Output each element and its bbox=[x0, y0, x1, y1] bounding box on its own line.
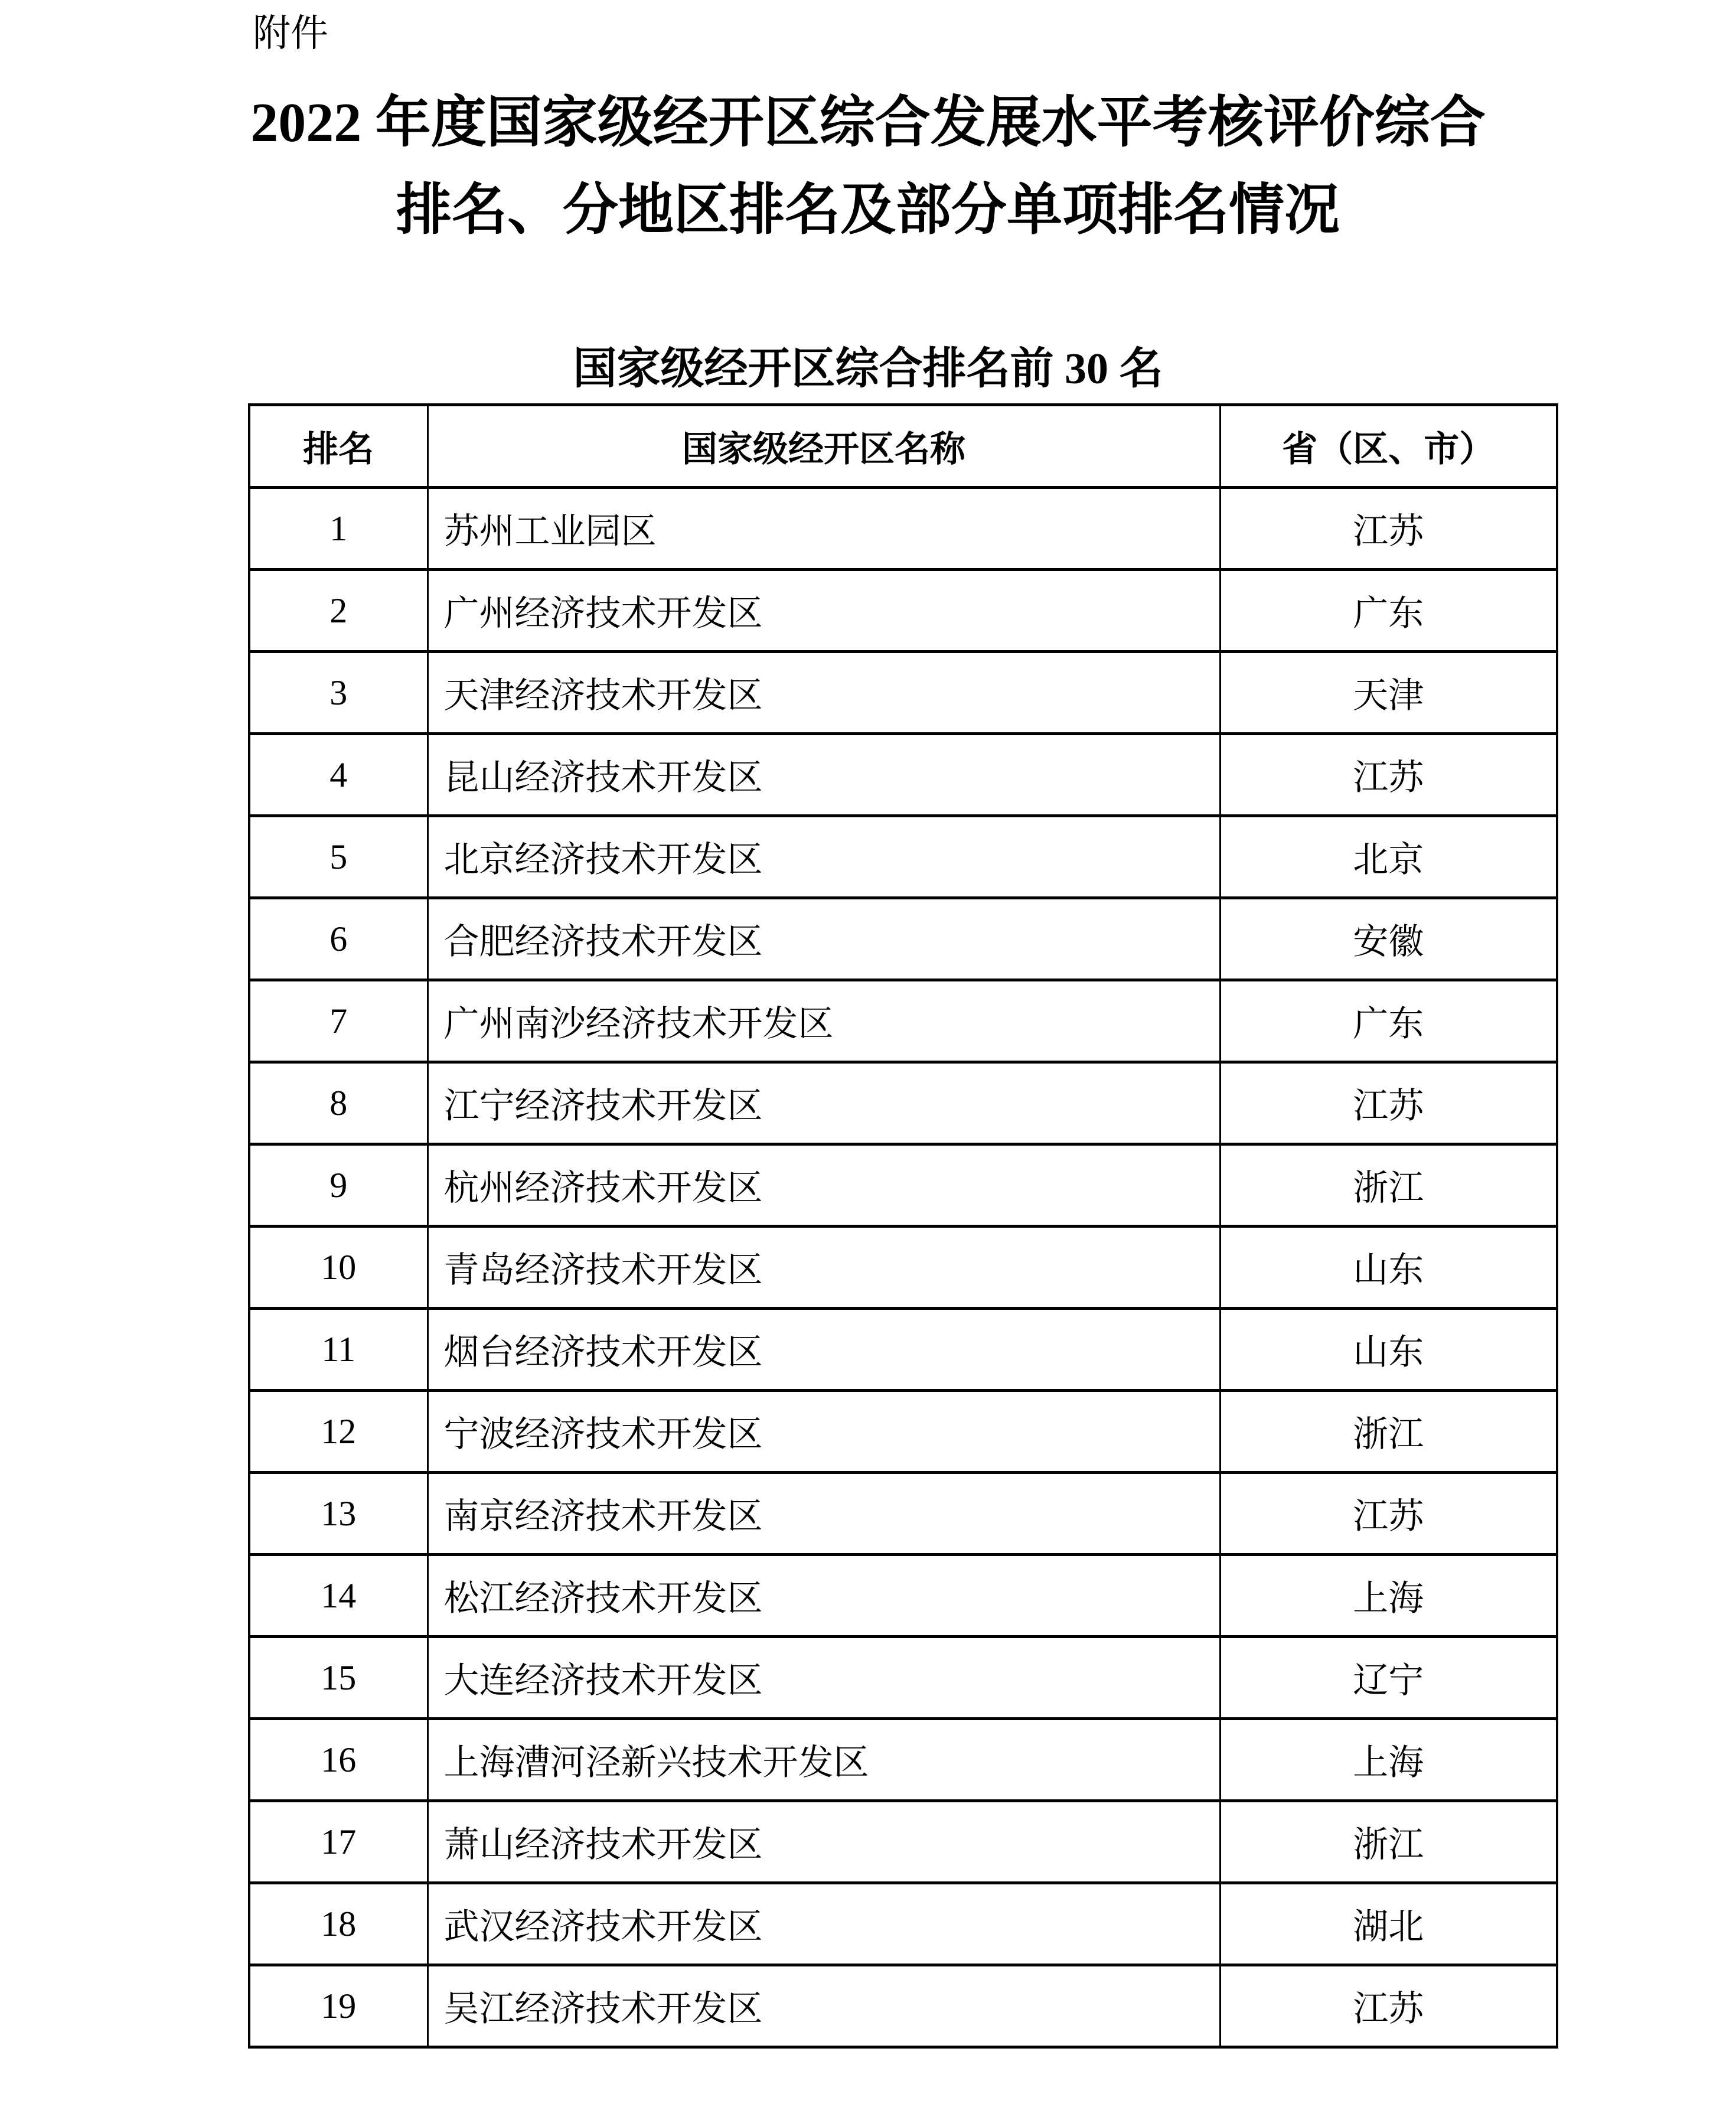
table-row bbox=[249, 1637, 1557, 1719]
table-header-row bbox=[249, 405, 1557, 488]
table-row bbox=[249, 816, 1557, 898]
rank-cell: 8 bbox=[249, 1062, 428, 1144]
province-cell: 广东 bbox=[1220, 570, 1557, 652]
province-cell: 辽宁 bbox=[1220, 1637, 1557, 1719]
province-cell: 江苏 bbox=[1220, 1062, 1557, 1144]
table-row bbox=[249, 1883, 1557, 1965]
table-row bbox=[249, 1801, 1557, 1883]
name-cell: 江宁经济技术开发区 bbox=[428, 1062, 1220, 1144]
table-row bbox=[249, 1062, 1557, 1144]
table-row bbox=[249, 734, 1557, 816]
rank-cell: 17 bbox=[249, 1801, 428, 1883]
rank-cell: 7 bbox=[249, 980, 428, 1062]
province-cell: 江苏 bbox=[1220, 1965, 1557, 2047]
rank-cell: 14 bbox=[249, 1555, 428, 1637]
rank-cell: 3 bbox=[249, 652, 428, 734]
province-cell: 山东 bbox=[1220, 1309, 1557, 1391]
name-cell: 松江经济技术开发区 bbox=[428, 1555, 1220, 1637]
table-row bbox=[249, 1391, 1557, 1473]
province-cell: 浙江 bbox=[1220, 1801, 1557, 1883]
name-cell: 南京经济技术开发区 bbox=[428, 1473, 1220, 1555]
document-title-line2: 排名、分地区排名及部分单项排名情况 bbox=[396, 180, 1340, 241]
name-cell: 合肥经济技术开发区 bbox=[428, 898, 1220, 980]
table-title: 国家级经开区综合排名前 30 名 bbox=[573, 345, 1163, 393]
name-cell: 广州经济技术开发区 bbox=[428, 570, 1220, 652]
document-title-line1: 2022 年度国家级经开区综合发展水平考核评价综合 bbox=[250, 92, 1486, 154]
rank-cell: 11 bbox=[249, 1309, 428, 1391]
name-cell: 宁波经济技术开发区 bbox=[428, 1391, 1220, 1473]
province-cell: 浙江 bbox=[1220, 1144, 1557, 1227]
name-cell: 广州南沙经济技术开发区 bbox=[428, 980, 1220, 1062]
province-cell: 江苏 bbox=[1220, 734, 1557, 816]
rank-cell: 4 bbox=[249, 734, 428, 816]
table-row bbox=[249, 652, 1557, 734]
name-cell: 烟台经济技术开发区 bbox=[428, 1309, 1220, 1391]
rank-cell: 18 bbox=[249, 1883, 428, 1965]
rank-cell: 1 bbox=[249, 488, 428, 570]
name-cell: 北京经济技术开发区 bbox=[428, 816, 1220, 898]
attachment-label: 附件 bbox=[253, 12, 328, 54]
province-cell: 天津 bbox=[1220, 652, 1557, 734]
province-cell: 广东 bbox=[1220, 980, 1557, 1062]
rank-cell: 2 bbox=[249, 570, 428, 652]
province-cell: 湖北 bbox=[1220, 1883, 1557, 1965]
table-row bbox=[249, 1473, 1557, 1555]
name-cell: 天津经济技术开发区 bbox=[428, 652, 1220, 734]
rank-cell: 13 bbox=[249, 1473, 428, 1555]
table-row bbox=[249, 980, 1557, 1062]
name-cell: 大连经济技术开发区 bbox=[428, 1637, 1220, 1719]
table-row bbox=[249, 1555, 1557, 1637]
rank-cell: 10 bbox=[249, 1227, 428, 1309]
name-cell: 杭州经济技术开发区 bbox=[428, 1144, 1220, 1227]
province-cell: 浙江 bbox=[1220, 1391, 1557, 1473]
table-row bbox=[249, 1144, 1557, 1227]
table-row bbox=[249, 1309, 1557, 1391]
province-cell: 上海 bbox=[1220, 1555, 1557, 1637]
document-title bbox=[0, 79, 1736, 254]
name-cell: 萧山经济技术开发区 bbox=[428, 1801, 1220, 1883]
name-cell: 青岛经济技术开发区 bbox=[428, 1227, 1220, 1309]
name-cell: 昆山经济技术开发区 bbox=[428, 734, 1220, 816]
province-cell: 安徽 bbox=[1220, 898, 1557, 980]
header-name: 国家级经开区名称 bbox=[428, 405, 1220, 488]
name-cell: 上海漕河泾新兴技术开发区 bbox=[428, 1719, 1220, 1801]
province-cell: 江苏 bbox=[1220, 488, 1557, 570]
rank-cell: 6 bbox=[249, 898, 428, 980]
rank-cell: 19 bbox=[249, 1965, 428, 2047]
name-cell: 苏州工业园区 bbox=[428, 488, 1220, 570]
province-cell: 北京 bbox=[1220, 816, 1557, 898]
province-cell: 上海 bbox=[1220, 1719, 1557, 1801]
province-cell: 山东 bbox=[1220, 1227, 1557, 1309]
table-row bbox=[249, 488, 1557, 570]
rank-cell: 9 bbox=[249, 1144, 428, 1227]
table-row bbox=[249, 570, 1557, 652]
table-row bbox=[249, 1965, 1557, 2047]
ranking-table bbox=[248, 403, 1558, 2049]
header-province: 省（区、市） bbox=[1220, 405, 1557, 488]
name-cell: 武汉经济技术开发区 bbox=[428, 1883, 1220, 1965]
table-row bbox=[249, 1227, 1557, 1309]
province-cell: 江苏 bbox=[1220, 1473, 1557, 1555]
table-row bbox=[249, 898, 1557, 980]
name-cell: 吴江经济技术开发区 bbox=[428, 1965, 1220, 2047]
header-rank: 排名 bbox=[249, 405, 428, 488]
table-row bbox=[249, 1719, 1557, 1801]
rank-cell: 15 bbox=[249, 1637, 428, 1719]
rank-cell: 16 bbox=[249, 1719, 428, 1801]
rank-cell: 5 bbox=[249, 816, 428, 898]
rank-cell: 12 bbox=[249, 1391, 428, 1473]
